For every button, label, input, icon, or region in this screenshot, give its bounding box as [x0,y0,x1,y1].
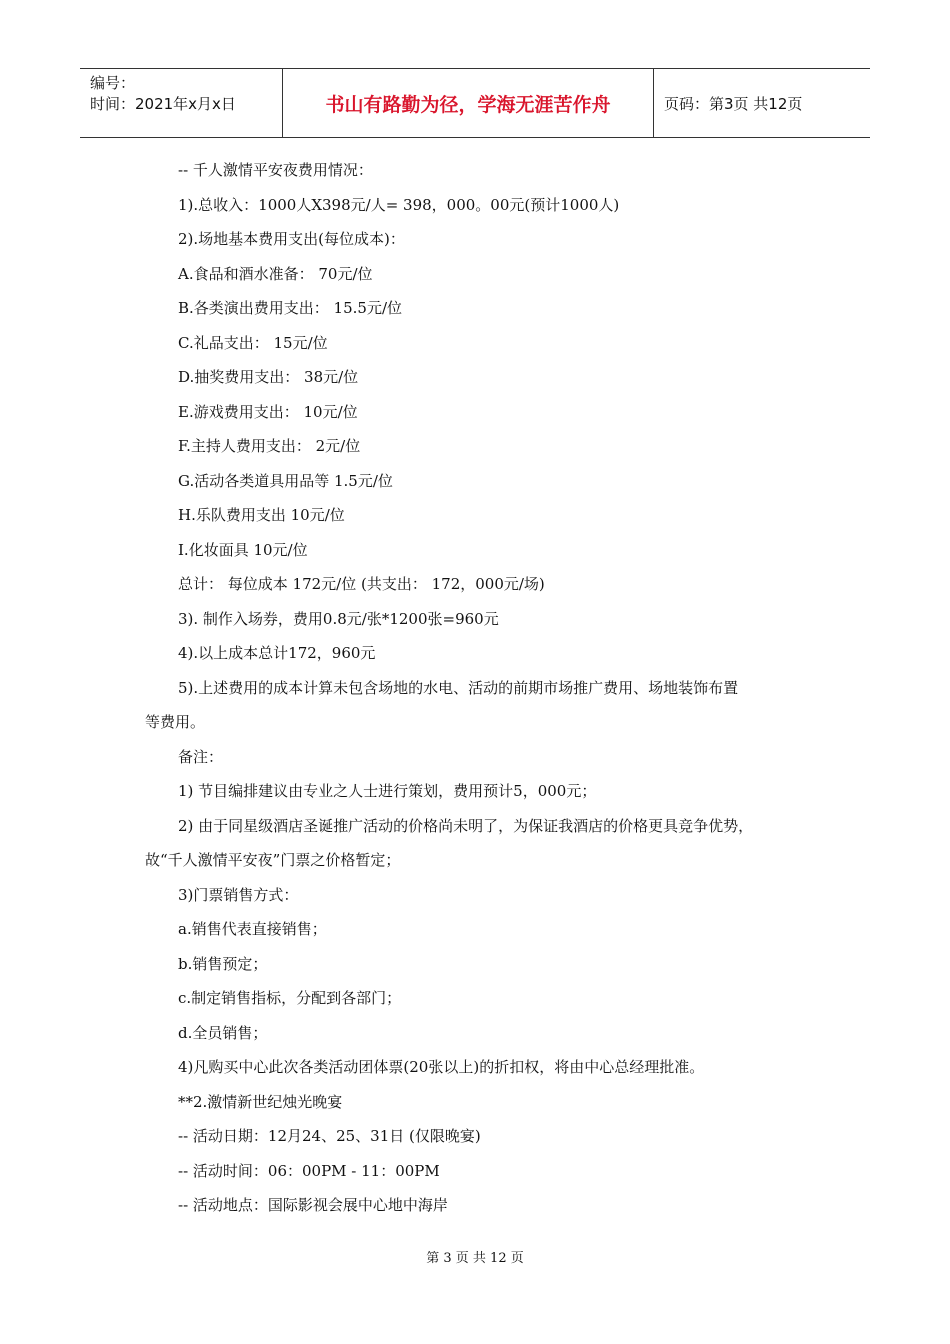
paragraph-line: 1).总收入：1000人X398元/人= 398，000。00元(预计1000人) [178,196,620,214]
paragraph-line: G.活动各类道具用品等 1.5元/位 [178,472,393,490]
paragraph-line: 4)凡购买中心此次各类活动团体票(20张以上)的折扣权，将由中心总经理批准。 [178,1058,705,1076]
paragraph-line: 3). 制作入场券，费用0.8元/张*1200张=960元 [178,610,499,628]
paragraph-line: -- 活动地点：国际影视会展中心地中海岸 [178,1196,448,1214]
paragraph-line: -- 活动时间：06：00PM - 11：00PM [178,1162,440,1180]
paragraph-line: 1) 节目编排建议由专业之人士进行策划，费用预计5，000元； [178,782,597,800]
paragraph-line: I.化妆面具 10元/位 [178,541,308,559]
paragraph-line: C.礼品支出： 15元/位 [178,334,328,352]
paragraph-line: 总计： 每位成本 172元/位 (共支出： 172，000元/场) [178,575,545,593]
paragraph-line: d.全员销售； [178,1024,268,1042]
paragraph-line: A.食品和酒水准备： 70元/位 [178,265,373,283]
paragraph-line: E.游戏费用支出： 10元/位 [178,403,358,421]
paragraph-line: 3)门票销售方式： [178,886,299,904]
paragraph-line: 4).以上成本总计172，960元 [178,644,376,662]
header-meta [80,69,283,137]
paragraph-line: 等费用。 [145,713,206,731]
paragraph-line: -- 千人激情平安夜费用情况： [178,161,373,179]
paragraph-line: -- 活动日期：12月24、25、31日 (仅限晚宴) [178,1127,481,1145]
page-header [80,68,870,138]
header-page-number: 页码：第3页 共12页 [664,94,803,113]
paragraph-line: b.销售预定； [178,955,268,973]
paragraph-line: F.主持人费用支出： 2元/位 [178,437,361,455]
page-footer: 第 3 页 共 12 页 [426,1251,524,1266]
paragraph-line: 备注： [178,748,224,766]
paragraph-line: B.各类演出费用支出： 15.5元/位 [178,299,403,317]
paragraph-line: 5).上述费用的成本计算未包含场地的水电、活动的前期市场推广费用、场地装饰布置 [178,679,739,697]
paragraph-line: D.抽奖费用支出： 38元/位 [178,368,359,386]
document-date: 时间：2021年x月x日 [90,95,236,113]
paragraph-line: 2).场地基本费用支出(每位成本)： [178,230,405,248]
paragraph-line: a.销售代表直接销售； [178,920,327,938]
paragraph-line: H.乐队费用支出 10元/位 [178,506,345,524]
paragraph-line: 故“千人激情平安夜”门票之价格暂定； [145,851,401,869]
document-number-label: 编号： [90,74,136,92]
paragraph-line: **2.激情新世纪烛光晚宴 [178,1093,343,1111]
paragraph-line: c.制定销售指标，分配到各部门； [178,989,402,1007]
paragraph-line: 2) 由于同星级酒店圣诞推广活动的价格尚未明了，为保证我酒店的价格更具竞争优势， [178,817,754,835]
header-motto: 书山有路勤为径，学海无涯苦作舟 [283,69,654,137]
